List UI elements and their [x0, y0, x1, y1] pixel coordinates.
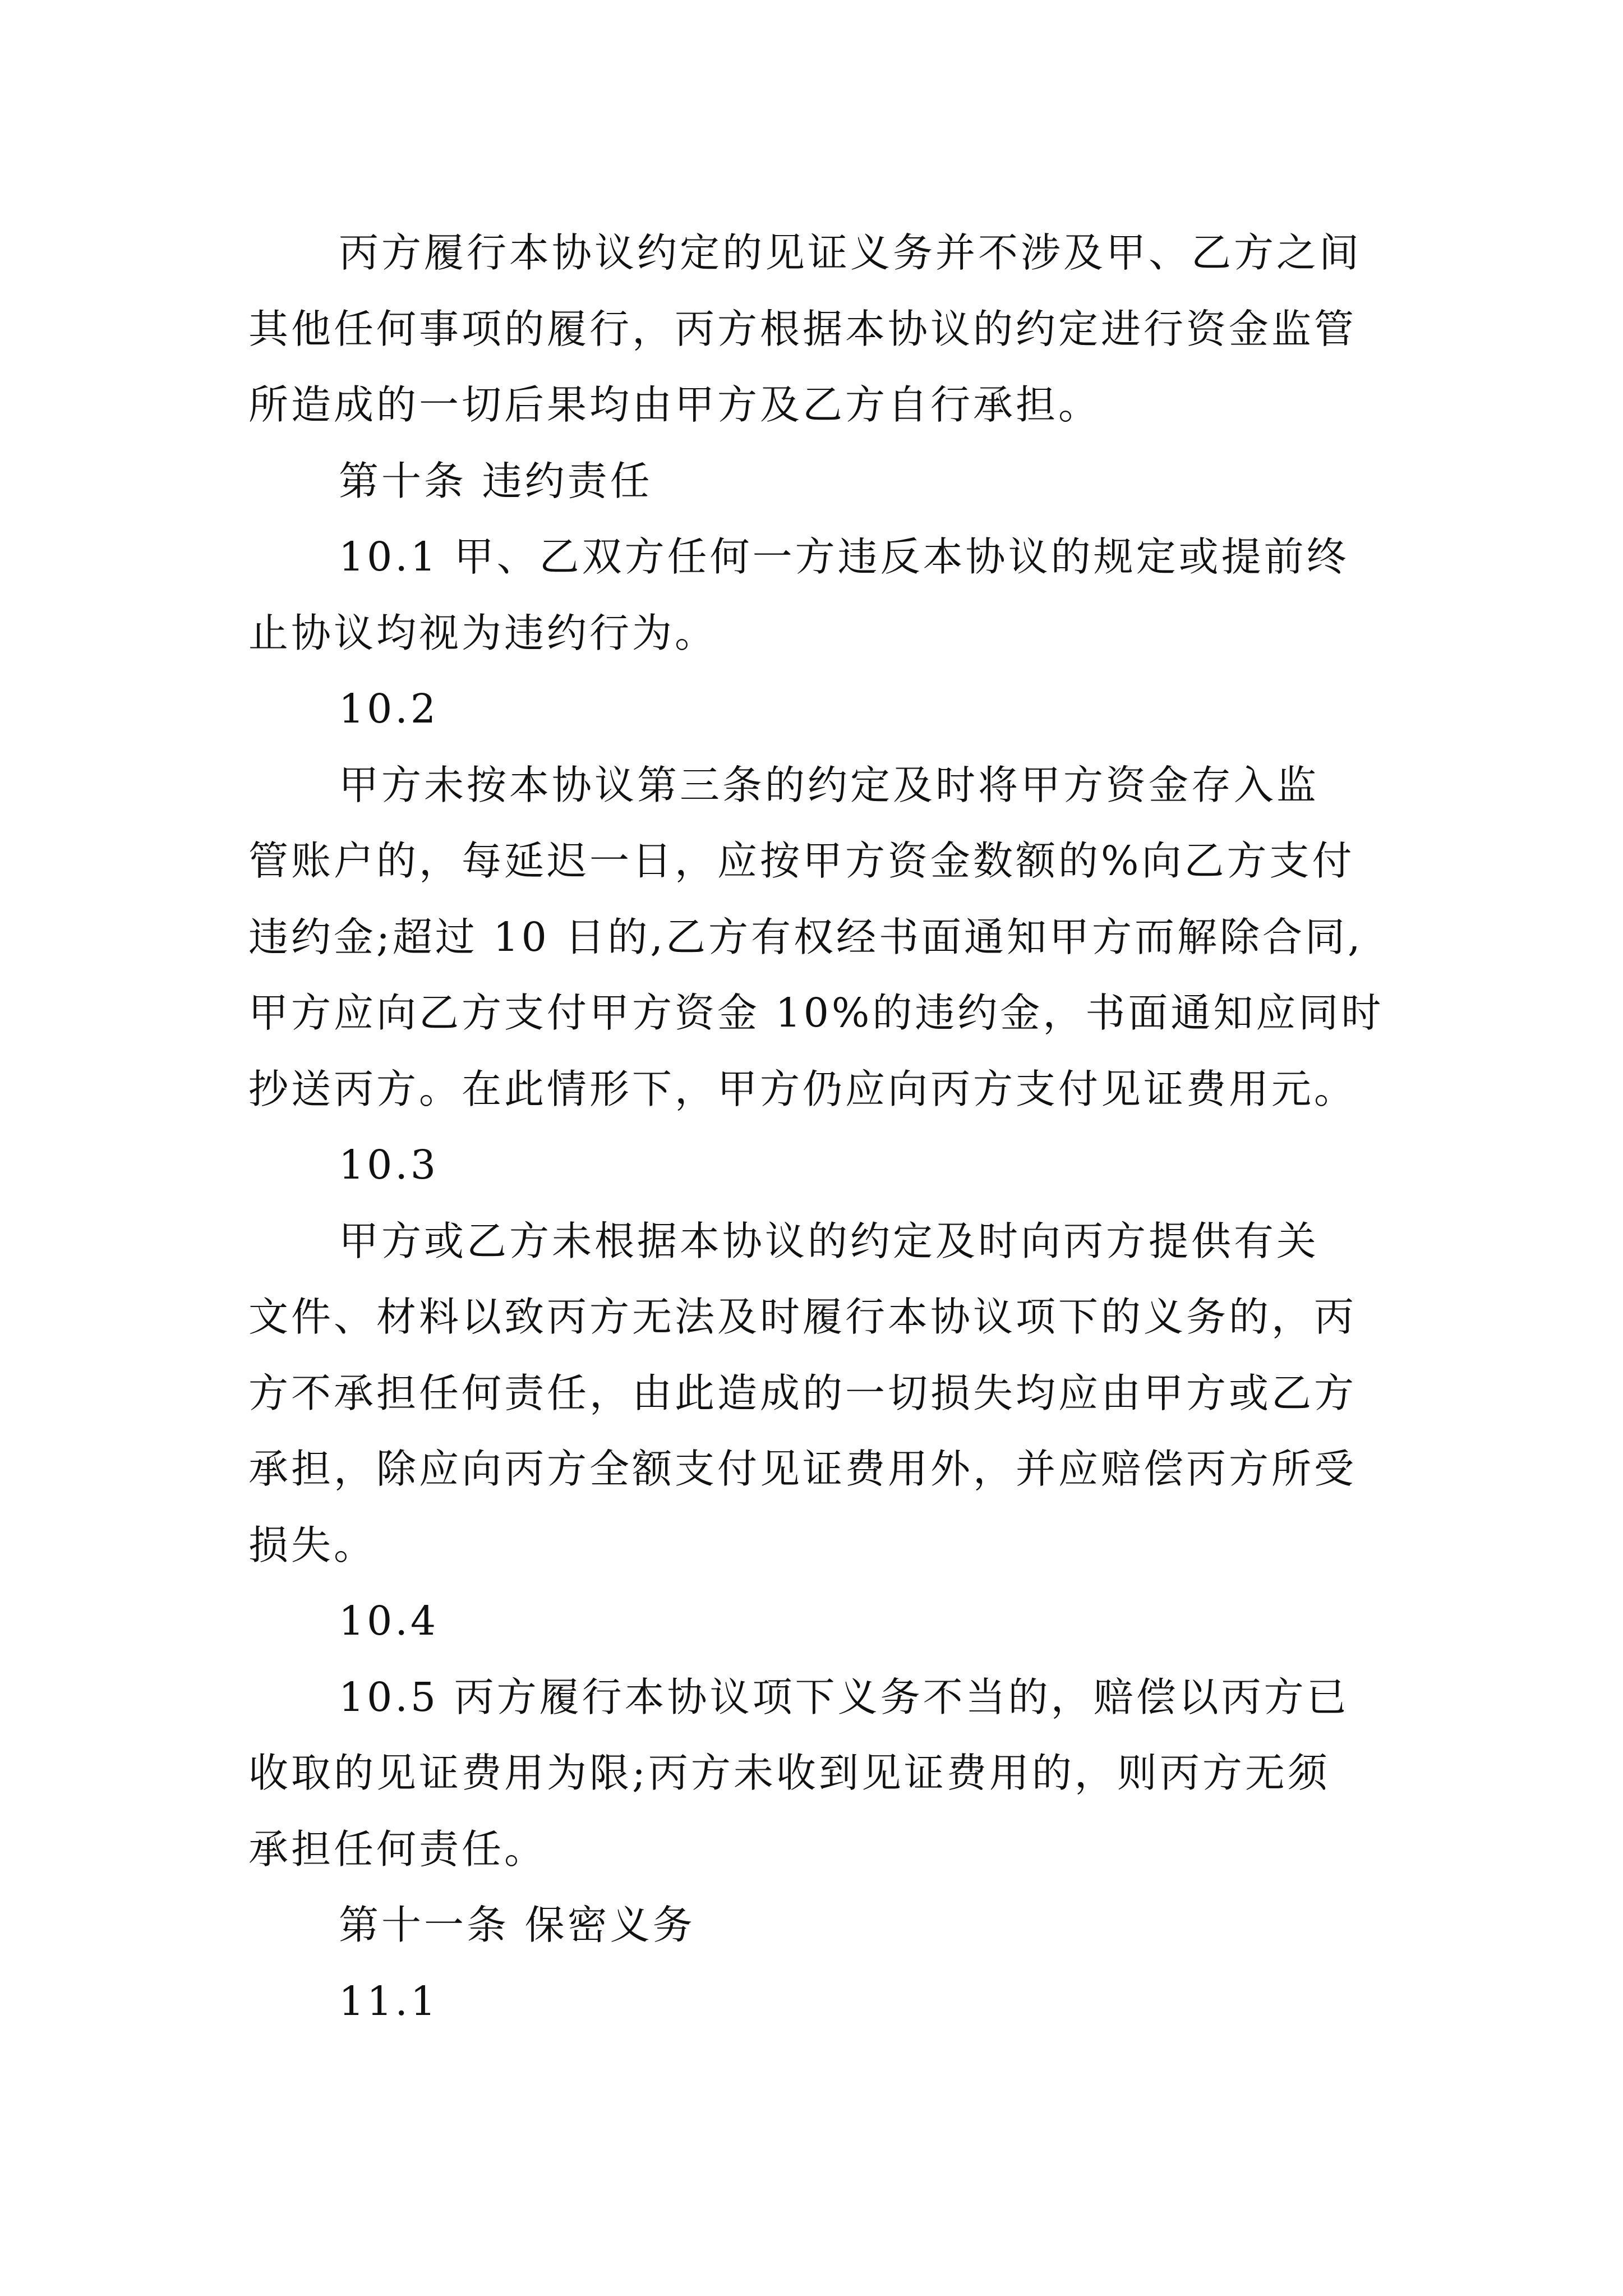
paragraph-line: 抄送丙方。在此情形下，甲方仍应向丙方支付见证费用元。: [248, 1065, 1357, 1112]
paragraph-line: 违约金;超过 10 日的,乙方有权经书面通知甲方而解除合同,: [248, 913, 1363, 960]
document-body: [248, 215, 1394, 2039]
paragraph-line: 承担，除应向丙方全额支付见证费用外，并应赔偿丙方所受: [248, 1446, 1357, 1492]
paragraph-line: 管账户的，每延迟一日，应按甲方资金数额的%向乙方支付: [248, 838, 1355, 884]
clause-number: 10.2: [339, 685, 439, 732]
paragraph-line: 甲方应向乙方支付甲方资金 10%的违约金，书面通知应同时: [248, 990, 1384, 1036]
paragraph-line: 所造成的一切后果均由甲方及乙方自行承担。: [248, 381, 1101, 428]
paragraph-line: 甲方或乙方未根据本协议的约定及时向丙方提供有关: [339, 1217, 1320, 1264]
clause-number: 11.1: [339, 1977, 439, 2024]
section-heading: 第十一条 保密义务: [339, 1902, 695, 1948]
clause-line: 10.5 丙方履行本协议项下义务不当的，赔偿以丙方已: [339, 1673, 1349, 1720]
paragraph-line: 丙方履行本协议约定的见证义务并不涉及甲、乙方之间: [339, 229, 1362, 276]
paragraph-line: 其他任何事项的履行，丙方根据本协议的约定进行资金监管: [248, 305, 1357, 352]
paragraph-line: 承担任何责任。: [248, 1825, 547, 1872]
paragraph-line: 止协议均视为违约行为。: [248, 609, 718, 656]
paragraph-line: 收取的见证费用为限;丙方未收到见证费用的，则丙方无须: [248, 1750, 1330, 1796]
paragraph-line: 损失。: [248, 1521, 377, 1568]
paragraph-line: 甲方未按本协议第三条的约定及时将甲方资金存入监: [339, 761, 1320, 808]
section-heading: 第十条 违约责任: [339, 457, 653, 504]
paragraph-line: 方不承担任何责任，由此造成的一切损失均应由甲方或乙方: [248, 1369, 1357, 1416]
clause-number: 10.3: [339, 1142, 439, 1188]
clause-line: 10.1 甲、乙双方任何一方违反本协议的规定或提前终: [339, 533, 1349, 580]
clause-number: 10.4: [339, 1598, 439, 1644]
paragraph-line: 文件、材料以致丙方无法及时履行本协议项下的义务的，丙: [248, 1294, 1357, 1340]
